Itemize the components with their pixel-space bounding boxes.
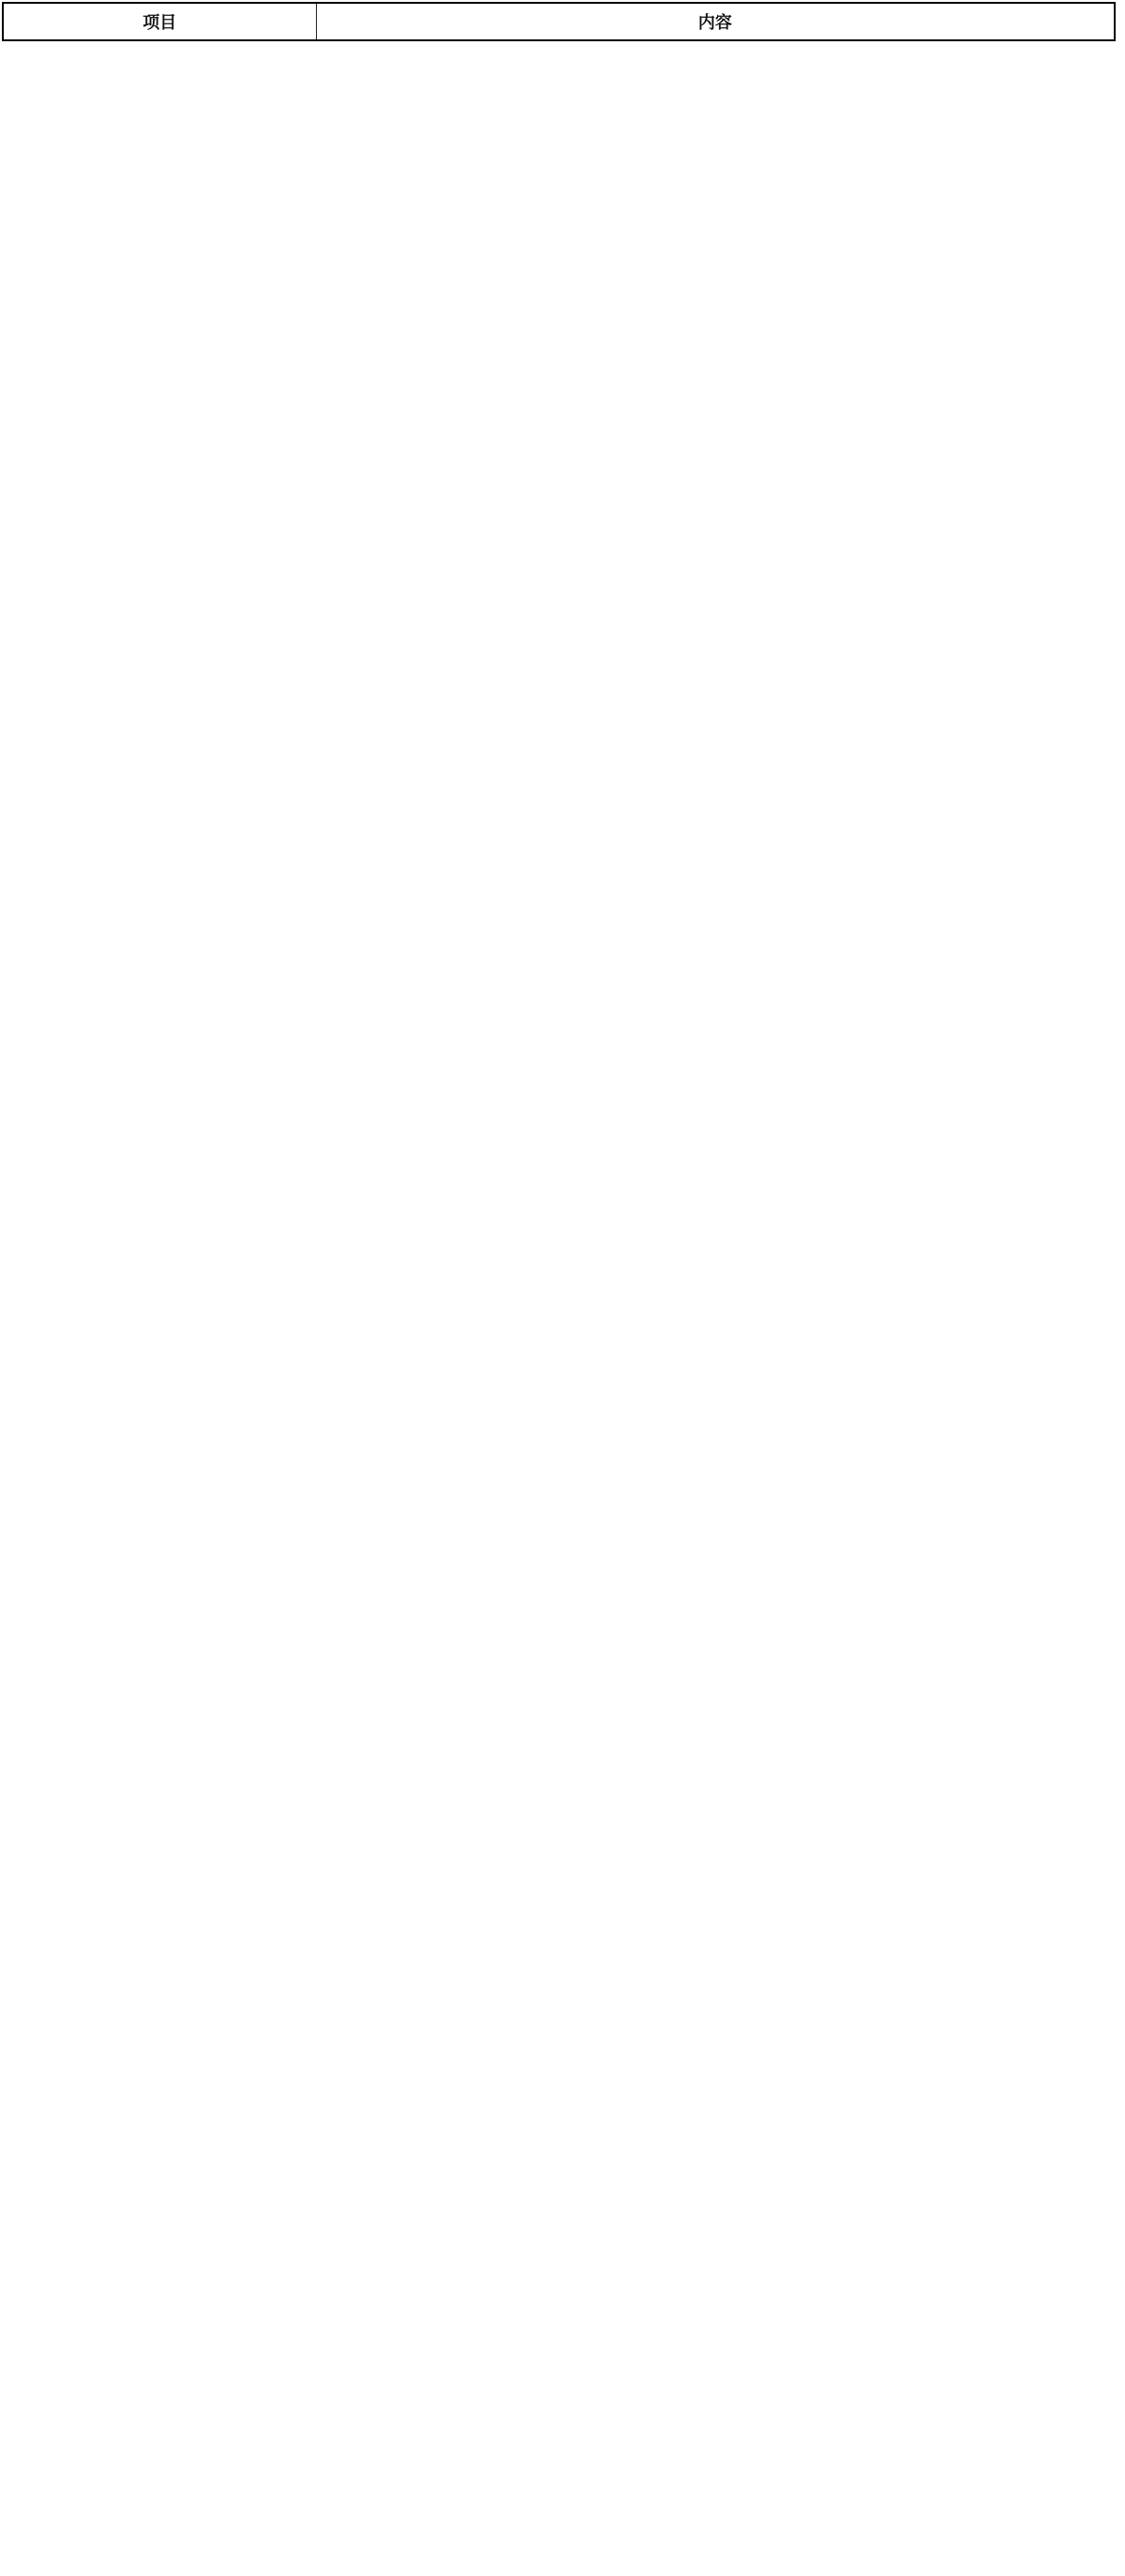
column-header-item: 项目: [3, 3, 316, 40]
header-row: [3, 3, 1115, 40]
column-header-content: 内容: [316, 3, 1115, 40]
spec-table: [2, 2, 1116, 41]
